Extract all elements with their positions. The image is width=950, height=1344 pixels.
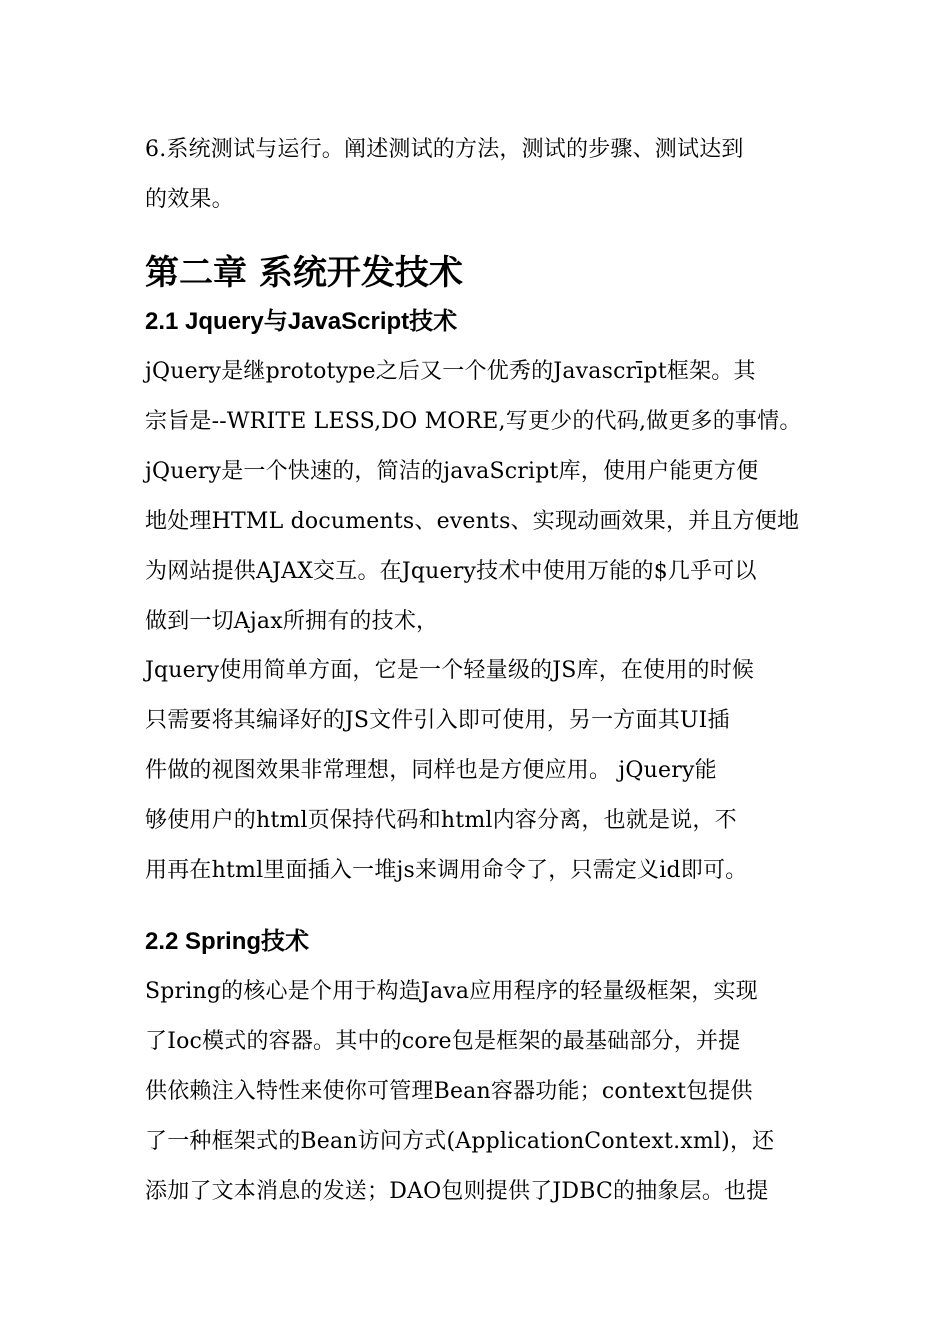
paragraph-line: 供依赖注入特性来使你可管理Bean容器功能；context包提供 (145, 1079, 753, 1104)
section-jquery-heading: 2.1 Jquery与JavaScript技术 (145, 308, 458, 335)
intro-line-1: 6.系统测试与运行。阐述测试的方法，测试的步骤、测试达到 (145, 137, 744, 162)
paragraph-line: 用再在html里面插入一堆js来调用命令了，只需定义id即可。 (145, 858, 748, 883)
paragraph-line: 了一种框架式的Bean访问方式(ApplicationContext.xml)，还 (145, 1129, 775, 1154)
section-spring-heading: 2.2 Spring技术 (145, 928, 310, 955)
paragraph-line: 够使用户的html页保持代码和html内容分离，也就是说，不 (145, 808, 737, 833)
paragraph-line: Jquery使用简单方面，它是一个轻量级的JS库，在使用的时候 (145, 658, 755, 683)
paragraph-line: 做到一切Ajax所拥有的技术， (145, 609, 439, 634)
paragraph-line: jQuery是一个快速的，简洁的javaScript库，使用户能更方便 (145, 459, 759, 484)
paragraph-line: 了Ioc模式的容器。其中的core包是框架的最基础部分，并提 (145, 1029, 741, 1054)
paragraph-line: 宗旨是--WRITE LESS,DO MORE,写更少的代码,做更多的事情。 (145, 409, 802, 434)
paragraph-line: 为网站提供AJAX交互。在Jquery技术中使用万能的$几乎可以 (145, 559, 757, 584)
chapter-title: 第二章 系统开发技术 (145, 253, 463, 293)
paragraph-line: jQuery是继prototype之后又一个优秀的Javascrīpt框架。其 (145, 359, 756, 384)
paragraph-line: 添加了文本消息的发送；DAO包则提供了JDBC的抽象层。也提 (145, 1179, 769, 1204)
paragraph-line: 只需要将其编译好的JS文件引入即可使用，另一方面其UI插 (145, 708, 730, 733)
intro-line-2: 的效果。 (145, 187, 234, 212)
paragraph-line: 件做的视图效果非常理想，同样也是方便应用。 jQuery能 (145, 758, 717, 783)
paragraph-line: 地处理HTML documents、events、实现动画效果，并且方便地 (145, 509, 800, 534)
paragraph-line: Spring的核心是个用于构造Java应用程序的轻量级框架，实现 (145, 979, 758, 1004)
